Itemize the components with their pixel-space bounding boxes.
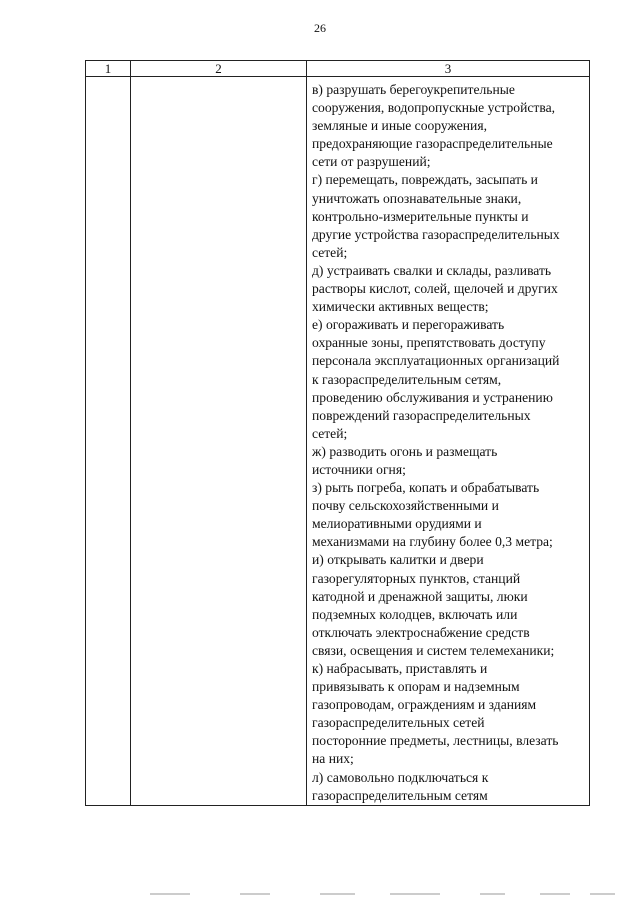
text-line: сооружения, водопропускные устройства, bbox=[312, 100, 556, 116]
text-line: почву сельскохозяйственными и bbox=[312, 498, 499, 514]
text-line: уничтожать опознавательные знаки, bbox=[312, 190, 522, 206]
text-line: персонала эксплуатационных организаций bbox=[312, 353, 560, 369]
text-line: связи, освещения и систем телемеханики; bbox=[312, 642, 555, 658]
text-line: мелиоративными орудиями и bbox=[312, 516, 482, 532]
column-header-3: 3 bbox=[307, 61, 590, 77]
prohibitions-list bbox=[312, 81, 587, 805]
text-line: д) устраивать свалки и склады, разливать bbox=[312, 262, 552, 278]
text-line: в) разрушать берегоукрепительные bbox=[312, 82, 515, 97]
text-line: растворы кислот, солей, щелочей и других bbox=[312, 281, 558, 297]
text-line: л) самовольно подключаться к bbox=[312, 769, 489, 785]
text-line: газопроводам, ограждениям и зданиям bbox=[312, 697, 537, 713]
text-line: земляные и иные сооружения, bbox=[312, 118, 487, 134]
page-number: 26 bbox=[314, 21, 326, 35]
text-line: газораспределительным сетям bbox=[312, 787, 488, 803]
table-row bbox=[86, 77, 590, 806]
text-line: контрольно-измерительные пункты и bbox=[312, 208, 529, 224]
column-2-cell bbox=[131, 77, 307, 806]
text-line: предохраняющие газораспределительные bbox=[312, 136, 553, 152]
text-line: химически активных веществ; bbox=[312, 299, 489, 315]
text-line: посторонние предметы, лестницы, влезать bbox=[312, 733, 559, 749]
text-line: механизмами на глубину более 0,3 метра; bbox=[312, 534, 553, 550]
text-line: подземных колодцев, включать или bbox=[312, 606, 518, 622]
text-line: сетей; bbox=[312, 425, 348, 441]
text-line: к) набрасывать, приставлять и bbox=[312, 661, 488, 676]
text-line: проведению обслуживания и устранению bbox=[312, 389, 553, 405]
text-line: и) открывать калитки и двери bbox=[312, 552, 484, 568]
text-line: другие устройства газораспределительных bbox=[312, 226, 560, 242]
text-line: ж) разводить огонь и размещать bbox=[312, 443, 498, 459]
text-line: отключать электроснабжение средств bbox=[312, 624, 530, 640]
text-line: повреждений газораспределительных bbox=[312, 407, 531, 423]
footer-scan-marks bbox=[150, 893, 620, 899]
text-line: катодной и дренажной защиты, люки bbox=[312, 588, 528, 604]
text-line: е) огораживать и перегораживать bbox=[312, 317, 505, 333]
text-line: сетей; bbox=[312, 244, 348, 260]
header-row bbox=[86, 61, 590, 77]
text-line: привязывать к опорам и надземным bbox=[312, 679, 520, 695]
column-header-2: 2 bbox=[131, 61, 307, 77]
document-table bbox=[85, 60, 590, 806]
text-line: охранные зоны, препятствовать доступу bbox=[312, 335, 546, 351]
text-line: к газораспределительным сетям, bbox=[312, 371, 502, 387]
text-line: з) рыть погреба, копать и обрабатывать bbox=[312, 480, 540, 496]
text-line: газорегуляторных пунктов, станций bbox=[312, 570, 521, 586]
column-header-1: 1 bbox=[86, 61, 131, 77]
text-line: сети от разрушений; bbox=[312, 154, 431, 170]
text-line: газораспределительных сетей bbox=[312, 715, 485, 731]
column-1-cell bbox=[86, 77, 131, 806]
column-3-cell bbox=[307, 77, 590, 806]
text-line: г) перемещать, повреждать, засыпать и bbox=[312, 172, 538, 188]
text-line: на них; bbox=[312, 751, 354, 767]
text-line: источники огня; bbox=[312, 461, 406, 477]
